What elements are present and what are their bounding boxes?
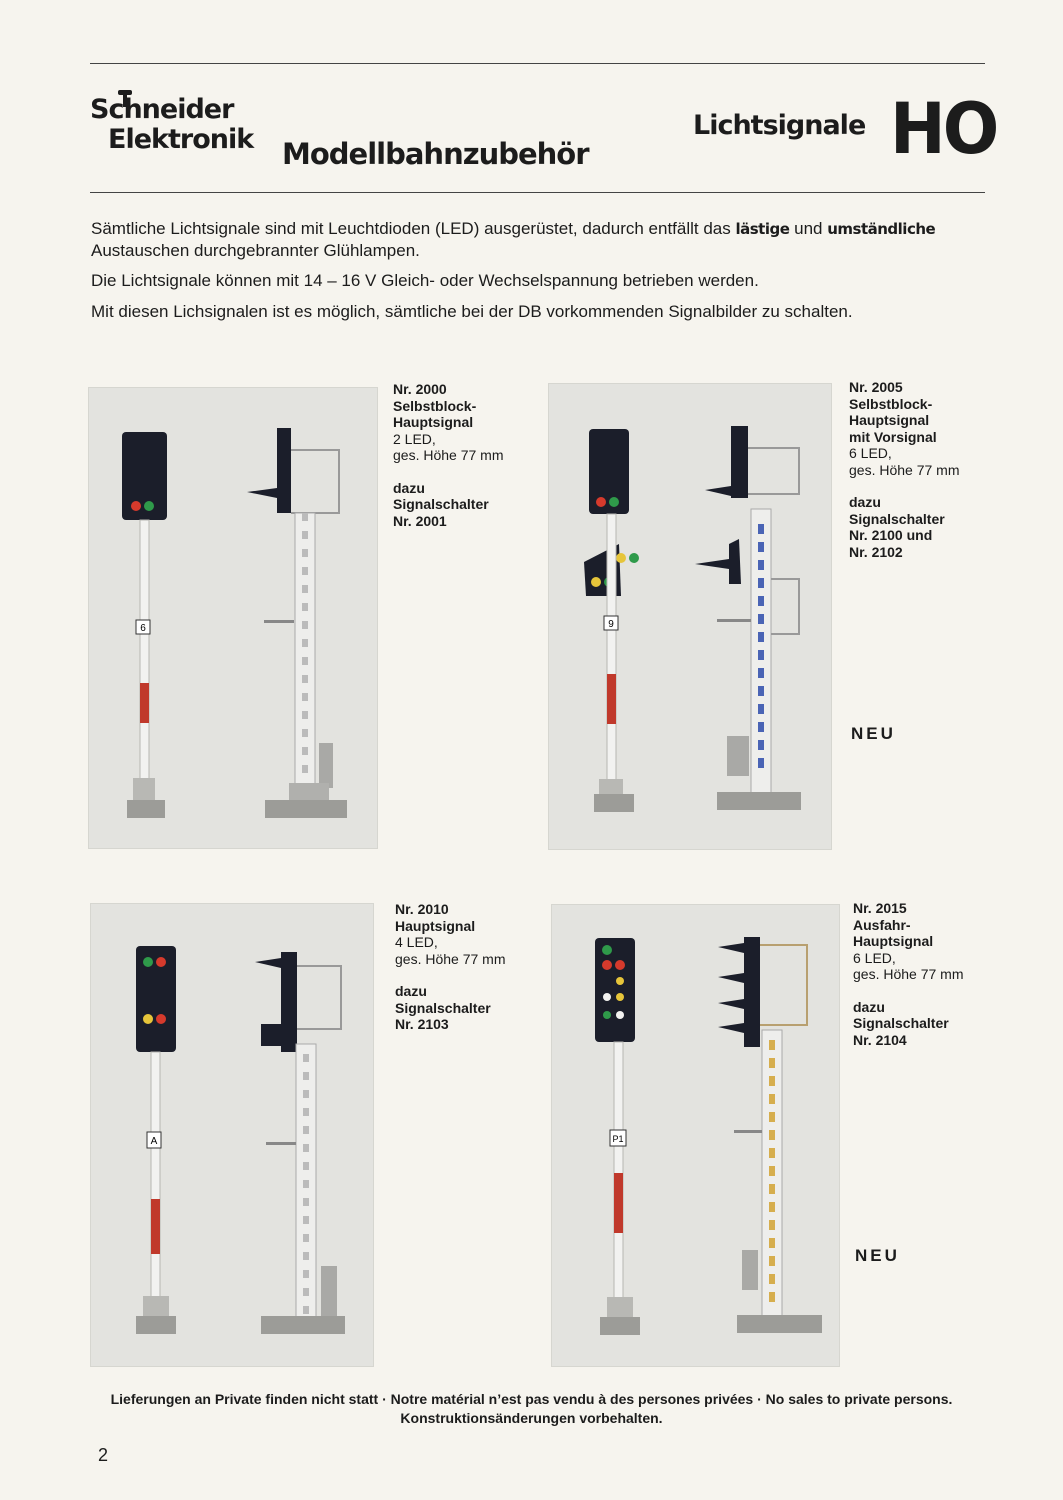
signal-illustration-2015 <box>552 905 839 1366</box>
brand-line1: Schneider <box>90 94 234 125</box>
header-top-rule <box>90 63 985 64</box>
product-photo-2015 <box>551 904 840 1367</box>
intro-p1-bold-lastige: lästige <box>735 220 790 238</box>
intro-paragraph-2: Die Lichtsignale können mit 14 – 16 V Gleich- oder Wechselspannung betrieben werden. <box>91 271 759 290</box>
brand-subtitle: Modellbahnzubehör <box>282 137 589 171</box>
intro-p1-bold-umstaendliche: umständliche <box>827 220 936 238</box>
product-name-line: Selbstblock- <box>393 397 477 414</box>
spec-block-2010 <box>395 901 506 1033</box>
product-photo-2000 <box>88 387 378 849</box>
mast-sign-2000: 6 <box>140 623 146 634</box>
switch-line: Signalschalter <box>395 999 491 1016</box>
spec-block-2015 <box>853 900 964 1048</box>
switch-line: Nr. 2104 <box>853 1031 907 1048</box>
product-name-line: Hauptsignal <box>395 917 476 934</box>
switch-line: Nr. 2102 <box>849 543 903 560</box>
product-detail: ges. Höhe 77 mm <box>393 447 504 463</box>
signal-illustration-2005 <box>549 384 831 849</box>
product-name-line: Hauptsignal <box>849 412 930 428</box>
product-detail: ges. Höhe 77 mm <box>853 966 964 982</box>
spec-block-2005 <box>849 379 960 560</box>
intro-p1-end: Austauschen durchgebrannter Glühlampen. <box>91 241 420 260</box>
intro-p1-mid: und <box>789 219 828 238</box>
mast-sign-2010: A <box>150 1136 158 1147</box>
switch-line: Signalschalter <box>849 510 945 527</box>
switch-line: dazu <box>853 998 885 1015</box>
product-number: Nr. 2015 <box>853 900 907 916</box>
product-name-line: Hauptsignal <box>853 933 934 949</box>
product-detail: ges. Höhe 77 mm <box>395 950 506 967</box>
new-badge-2005: NEU <box>851 724 896 743</box>
product-photo-2010 <box>90 903 374 1367</box>
mast-sign-2015: P1 <box>612 1134 624 1144</box>
product-detail: 6 LED, <box>849 445 892 461</box>
footer-notice: Lieferungen an Private finden nicht statt · Notre matérial n’est pas vendu à des persones privées · No sales to private persons. <box>110 1391 953 1407</box>
header-bottom-rule <box>90 192 985 193</box>
mast-sign-2005: 9 <box>608 619 614 630</box>
product-name-line: Selbstblock- <box>849 395 933 412</box>
signal-illustration-2010 <box>91 904 373 1366</box>
category-title: Lichtsignale <box>693 110 866 141</box>
switch-line: Nr. 2103 <box>395 1016 449 1032</box>
switch-line: Signalschalter <box>393 496 489 512</box>
product-detail: ges. Höhe 77 mm <box>849 461 960 478</box>
switch-line: dazu <box>849 494 881 510</box>
product-name-line: Hauptsignal <box>393 414 474 430</box>
product-detail: 6 LED, <box>853 949 896 966</box>
product-name-line: mit Vorsignal <box>849 428 937 445</box>
product-number: Nr. 2010 <box>395 901 449 917</box>
product-number: Nr. 2005 <box>849 379 903 395</box>
brand-logo <box>90 94 589 171</box>
switch-line: Nr. 2001 <box>393 512 447 529</box>
intro-paragraph-3: Mit diesen Lichsignalen ist es möglich, sämtliche bei der DB vorkommenden Signalbilder zu schalten. <box>91 302 853 321</box>
page-number: 2 <box>98 1445 109 1465</box>
new-badge-2015: NEU <box>855 1246 900 1265</box>
spec-block-2000 <box>393 381 504 529</box>
product-detail: 4 LED, <box>395 934 438 950</box>
switch-line: dazu <box>395 983 427 999</box>
product-name-line: Ausfahr- <box>853 916 911 933</box>
switch-line: dazu <box>393 479 425 496</box>
brand-line2: Elektronik <box>108 124 254 155</box>
product-detail: 2 LED, <box>393 430 436 447</box>
signal-illustration-2000 <box>89 388 377 848</box>
product-number: Nr. 2000 <box>393 381 447 397</box>
product-photo-2005 <box>548 383 832 850</box>
footer-disclaimer: Konstruktionsänderungen vorbehalten. <box>400 1410 663 1426</box>
switch-line: Signalschalter <box>853 1015 949 1031</box>
scale-label: HO <box>890 88 997 170</box>
switch-line: Nr. 2100 und <box>849 527 933 543</box>
intro-p1-start: Sämtliche Lichtsignale sind mit Leuchtdioden (LED) ausgerüstet, dadurch entfällt das <box>91 219 736 238</box>
intro-paragraph-1 <box>91 218 1006 261</box>
